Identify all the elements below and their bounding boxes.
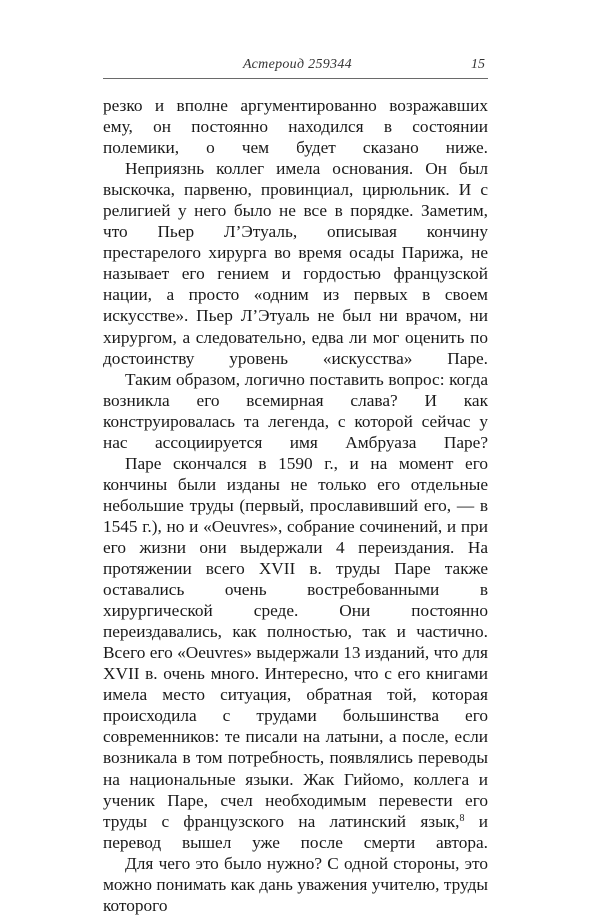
paragraph-3-text: Таким образом, логично поставить вопрос: когда возникла его всемирная слава? И как конструировалась та легенда, с которой сейчас у нас ассоциируется имя Амбруаза Паре? [103, 369, 488, 452]
paragraph-4 [103, 453, 488, 853]
paragraph-1 [103, 95, 488, 158]
paragraph-5 [103, 853, 488, 916]
running-head [103, 56, 488, 79]
paragraph-1-text: резко и вполне аргументированно возражавших ему, он постоянно находился в состоянии полемики, о чем будет сказано ниже. [103, 96, 488, 158]
paragraph-2 [103, 158, 488, 368]
paragraph-2-text: Неприязнь коллег имела основания. Он был выскочка, парвеню, провинциал, цирюльник. И с религией у него было не все в порядке. Заметим, что Пьер Л’Этуаль, описывая кончину престарелого хирурга во время осады Парижа, не называет его гением и гордостью французской нации, а просто «одним из первых в своем искусстве». Пьер Л’Этуаль не был ни врачом, ни хирургом, а следовательно, едва ли мог оценить по достоинству уровень «искусства» Паре. [103, 159, 488, 368]
running-title: Астероид 259344 [243, 57, 352, 72]
footnote-ref[interactable]: 8 [459, 812, 465, 824]
paragraph-5-text: Для чего это было нужно? С одной стороны, это можно понимать как дань уважения учителю, труды которого [103, 853, 488, 915]
paragraph-3 [103, 369, 488, 453]
body-text [103, 95, 488, 916]
paragraph-4-text-after: и перевод вышел уже после смерти автора. [103, 811, 488, 852]
paragraph-4-text: Паре скончался в 1590 г., и на момент его кончины были изданы не только его отдельные небольшие труды (первый, прославивший его, — в 1545 г.), но и «Oeuvres», собрание сочинений, и при его жизни они выдержали 4 переиздания. На протяжении всего XVII в. труды Паре также оставались очень востребованными в хирургической среде. Они постоянно переиздавались, как полностью, так и частично. Всего его «Oeuvres» выдержали 13 изданий, что для XVII в. очень много. Интересно, что с его книгами имела место ситуация, обратная той, которая происходила с трудами большинства его современников: те писали на латыни, а после, если возникала в том потребность, появлялись переводы на национальные языки. Жак Гийомо, коллега и ученик Паре, счел необходимым перевести его труды с французского на латинский язык, [103, 453, 488, 831]
page-number: 15 [471, 57, 485, 72]
